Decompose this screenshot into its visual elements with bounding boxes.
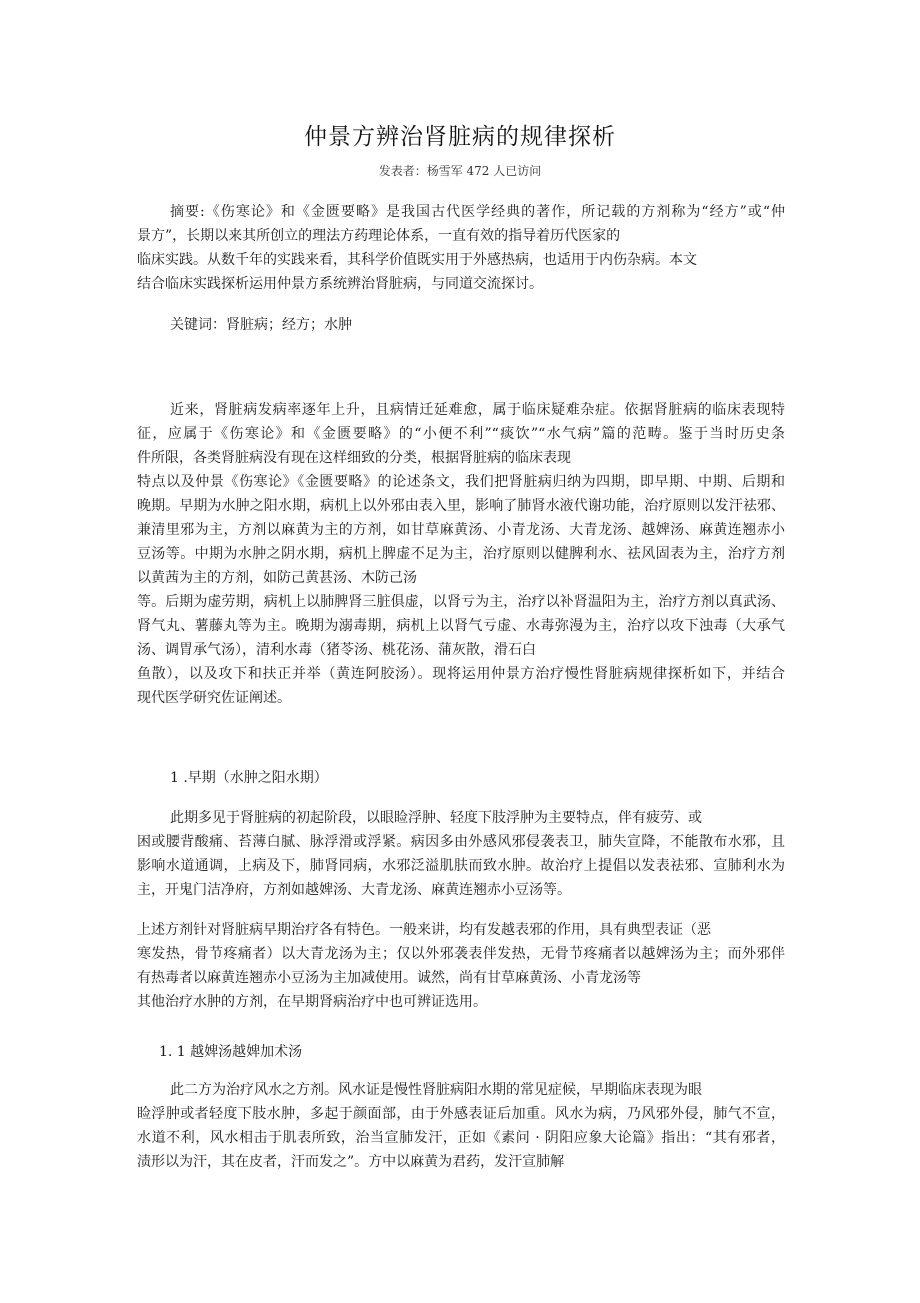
- section-1-1-paragraph: [137, 1078, 785, 1174]
- section-1-1-heading: [137, 1040, 785, 1064]
- text-line: 兼清里邪为主，方剂以麻黄为主的方剂，如甘草麻黄汤、小青龙汤、大青龙汤、越婢汤、麻黄连翘赤小: [137, 522, 785, 538]
- text-line: 汤、调胃承气汤），清利水毒（猪苓汤、桃花汤、蒲灰散，滑石白: [137, 642, 536, 658]
- text-line: 寒发热，骨节疼痛者）以大青龙汤为主；仅以外邪袭表伴发热，无骨节疼痛者以越婢汤为主；而外邪伴: [137, 946, 785, 962]
- text-line: 景方”，长期以来其所创立的理法方药理论体系，一直有效的指导着历代医家的: [137, 228, 621, 244]
- text-line: 临床实践。从数千年的实践来看，其科学价值既实用于外感热病，也适用于内伤杂病。本文: [137, 252, 697, 268]
- text-line: 有热毒者以麻黄连翘赤小豆汤为主加减使用。诚然，尚有甘草麻黄汤、小青龙汤等: [137, 970, 641, 986]
- text-line: 渍形以为汗，其在皮者，汗而发之”。方中以麻黄为君药，发汗宣肺解: [137, 1154, 565, 1170]
- text-line: 件所限，各类肾脏病没有现在这样细致的分类，根据肾脏病的临床表现: [137, 450, 571, 466]
- article-byline: 发表者：杨雪军 472 人已访问: [378, 164, 542, 178]
- section-1-paragraph-1: [137, 806, 785, 902]
- text-line: 结合临床实践探析运用仲景方系统辨治肾脏病，与同道交流探讨。: [137, 276, 543, 292]
- text-line: 现代医学研究佐证阐述。: [137, 690, 291, 706]
- text-line: 肾气丸、薯藤丸等为主。晚期为溺毒期，病机上以肾气亏虚、水毒弥漫为主，治疗以攻下浊毒（大承气: [137, 618, 785, 634]
- section-1-heading: [137, 766, 785, 790]
- text-line: 水道不利，风水相击于肌表所致，治当宣肺发汗，正如《素问 · 阴阳应象大论篇》指出：“其有邪者，: [137, 1130, 785, 1146]
- text-line: 影响水道通调，上病及下，肺肾同病，水邪泛溢肌肤而致水肿。故治疗上提倡以发表祛邪、宣肺利水为: [137, 858, 785, 874]
- text-line: 特点以及仲景《伤寒论》《金匮要略》的论述条文，我们把肾脏病归纳为四期，即早期、中期、后期和: [137, 474, 785, 490]
- article-title: 仲景方辨治肾脏病的规律探析: [304, 124, 616, 150]
- section-heading-text: 1 .早期（水肿之阳水期）: [170, 770, 328, 786]
- text-line: 鱼散），以及攻下和扶正并举（黄连阿胶汤）。现将运用仲景方治疗慢性肾脏病规律探析如下，并结合: [137, 666, 785, 682]
- section-heading-text: 1. 1 越婢汤越婢加术汤: [159, 1044, 303, 1060]
- text-line: 困或腰背酸痛、苔薄白腻、脉浮滑或浮紧。病因多由外感风邪侵袭表卫，肺失宣降，不能散布水邪，且: [137, 834, 785, 850]
- keywords-text: 关键词：肾脏病；经方；水肿: [170, 317, 352, 333]
- text-line: 其他治疗水肿的方剂，在早期肾病治疗中也可辨证选用。: [137, 994, 487, 1010]
- text-line: 近来，肾脏病发病率逐年上升，且病情迁延难愈，属于临床疑难杂症。依据肾脏病的临床表现特: [170, 402, 785, 418]
- abstract-paragraph: [137, 200, 785, 296]
- text-line: 摘要:《伤寒论》和《金匮要略》是我国古代医学经典的著作，所记载的方剂称为“经方”或“仲: [170, 204, 785, 220]
- intro-paragraph: [137, 398, 785, 710]
- text-line: 以黄茜为主的方剂，如防己黄甚汤、木防己汤: [137, 570, 417, 586]
- section-1-paragraph-2: [137, 918, 785, 1014]
- keywords-line: [137, 313, 785, 337]
- text-line: 主，开鬼门洁净府，方剂如越婢汤、大青龙汤、麻黄连翘赤小豆汤等。: [137, 882, 571, 898]
- text-line: 豆汤等。中期为水肿之阴水期，病机上脾虚不足为主，治疗原则以健脾利水、祛风固表为主，治疗方剂: [137, 546, 785, 562]
- text-line: 此期多见于肾脏病的初起阶段，以眼睑浮肿、轻度下肢浮肿为主要特点，伴有疲劳、或: [170, 810, 702, 826]
- text-line: 等。后期为虚劳期，病机上以肺脾肾三脏俱虚，以肾亏为主，治疗以补肾温阳为主，治疗方剂以真武汤、: [137, 594, 785, 610]
- text-line: 上述方剂针对肾脏病早期治疗各有特色。一般来讲，均有发越表邪的作用，具有典型表证（恶: [137, 922, 711, 938]
- text-line: 睑浮肿或者轻度下肢水肿，多起于颜面部，由于外感表证后加重。风水为病，乃风邪外侵，肺气不宣，: [137, 1106, 785, 1122]
- text-line: 晚期。早期为水肿之阳水期，病机上以外邪由表入里，影响了肺肾水液代谢功能，治疗原则以发汗祛邪、: [137, 498, 785, 514]
- text-line: 征，应属于《伤寒论》和《金匮要略》的“小便不利”“痰饮”“水气病”篇的范畴。鉴于当时历史条: [137, 426, 785, 442]
- text-line: 此二方为治疗风水之方剂。风水证是慢性肾脏病阳水期的常见症候，早期临床表现为眼: [170, 1082, 702, 1098]
